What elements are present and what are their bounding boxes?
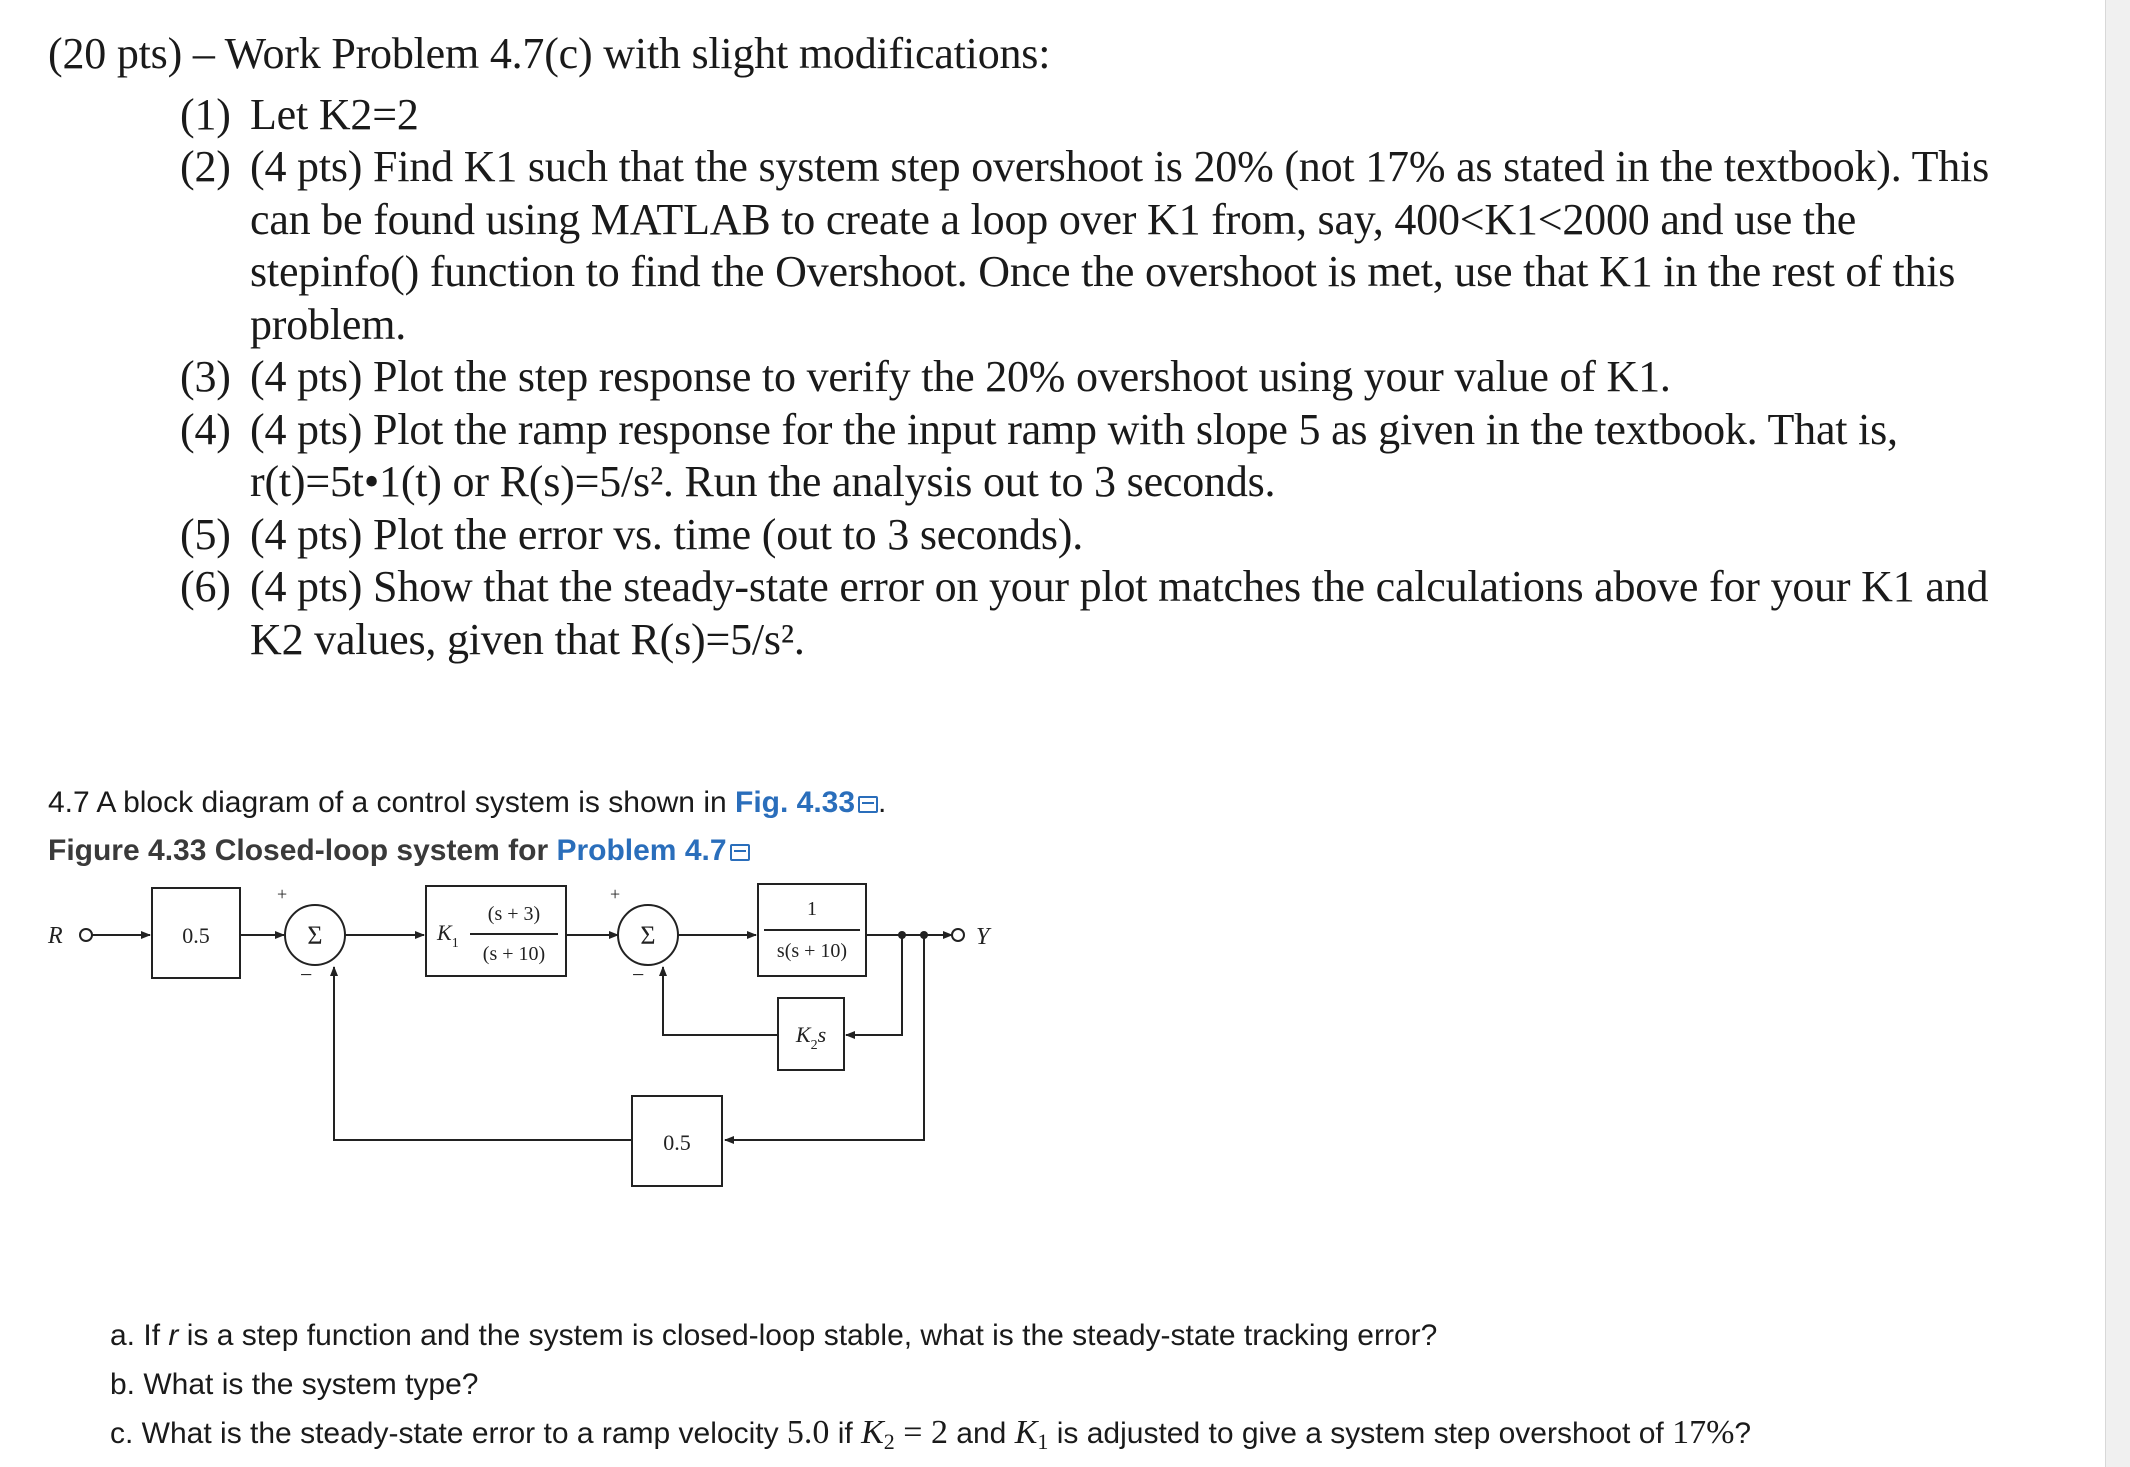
outer-feedback-return (334, 967, 632, 1140)
inner-feedback-line (846, 935, 902, 1035)
k2-value: = 2 (894, 1414, 948, 1451)
item-number: (4) (180, 404, 231, 454)
sum-symbol: Σ (640, 921, 656, 950)
item-number: (6) (180, 562, 231, 611)
question-text: a. If (110, 1319, 169, 1352)
item-text: (4 pts) Find K1 such that the system step overshoot is 20% (not 17% as stated in the textbook). This can be found using MATLAB to create a loop over K1 from, say, 400<K1<2000 and use the stepinfo() function to find the Overshoot. Once the overshoot is met, use that K1 in the rest of this problem. (250, 142, 1989, 349)
item-text: (4 pts) Show that the steady-state error on your plot matches the calculations above for your K1 and K2 values, given that R(s)=5/s². (250, 562, 1989, 664)
question-text: if (829, 1417, 862, 1450)
k2-subscript: 2 (883, 1429, 895, 1454)
sum-symbol: Σ (307, 921, 323, 950)
item-number: (1) (180, 89, 231, 139)
input-label: R (48, 923, 63, 949)
vertical-scrollbar[interactable] (2105, 0, 2130, 1467)
plant-denominator: s(s + 10) (776, 940, 848, 962)
problem-link-text: Problem 4.7 (556, 834, 727, 867)
output-label: Y (976, 924, 990, 950)
variable-r: r (168, 1319, 179, 1352)
list-item (48, 561, 2028, 666)
minus-sign: − (632, 962, 645, 987)
figure-link-text: Fig. 4.33 (735, 786, 856, 819)
rate-feedback-gain: $K_2s$ (795, 1022, 827, 1053)
problem-item-list (48, 89, 2028, 667)
figure-caption (48, 834, 750, 868)
question-b: b. What is the system type? (110, 1367, 479, 1401)
block-diagram (40, 870, 1000, 1190)
list-item (48, 351, 2028, 404)
item-number: (3) (180, 352, 231, 401)
caption-text: Figure 4.33 Closed-loop system for (48, 834, 557, 867)
list-item (48, 509, 2028, 562)
k1-symbol: K (1014, 1414, 1038, 1451)
item-text: (4 pts) Plot the ramp response for the input ramp with slope 5 as given in the textbook. That is, r(t)=5t•1(t) or R(s)=5/s². Run the analysis out to 3 seconds. (250, 404, 1898, 506)
popup-icon (858, 796, 878, 813)
question-a (110, 1312, 1751, 1361)
inner-feedback-return (663, 967, 778, 1035)
item-text: Let K2=2 (250, 89, 419, 139)
question-text: is a step function and the system is closed-loop stable, what is the steady-state tracking error? (178, 1319, 1438, 1352)
question-text: and (947, 1417, 1015, 1450)
outer-feedback-gain: 0.5 (663, 1130, 691, 1155)
plant-numerator: 1 (807, 898, 817, 920)
ramp-velocity: 5.0 (786, 1414, 830, 1451)
item-text: (4 pts) Plot the step response to verify the 20% overshoot using your value of K1. (250, 352, 1671, 401)
k1-expression (1014, 1414, 1049, 1454)
controller-numerator: (s + 3) (487, 903, 541, 925)
question-text: c. What is the steady-state error to a ramp velocity (110, 1417, 787, 1450)
list-item (48, 404, 2028, 509)
output-terminal (952, 929, 964, 941)
item-number: (2) (180, 142, 231, 191)
controller-denominator: (s + 10) (482, 943, 546, 965)
intro-text: 4.7 A block diagram of a control system is shown in (48, 786, 735, 819)
problem-header: (20 pts) – Work Problem 4.7(c) with slight modifications: (48, 29, 1051, 78)
popup-icon (730, 844, 750, 861)
input-terminal (80, 929, 92, 941)
plus-sign: + (277, 884, 288, 904)
list-item (48, 89, 2028, 142)
problem-intro (48, 786, 886, 820)
plus-sign: + (610, 884, 621, 904)
k1-subscript: 1 (1037, 1429, 1049, 1454)
k2-expression (861, 1414, 948, 1454)
overshoot-value: 17% (1672, 1414, 1735, 1451)
minus-sign: − (300, 962, 313, 987)
question-text: ? (1734, 1417, 1752, 1450)
question-c (110, 1409, 1751, 1467)
item-number: (5) (180, 509, 231, 559)
controller-gain: $K_1$ (437, 920, 459, 951)
intro-suffix: . (878, 786, 887, 819)
question-text: is adjusted to give a system step overshoot of (1048, 1417, 1673, 1450)
problem-link[interactable] (556, 834, 749, 867)
rate-feedback-block (778, 998, 844, 1070)
question-list (110, 1312, 1751, 1467)
figure-link[interactable] (735, 786, 878, 819)
item-text: (4 pts) Plot the error vs. time (out to 3 seconds). (250, 509, 1083, 559)
prefilter-gain: 0.5 (182, 923, 210, 948)
k2-symbol: K (861, 1414, 884, 1451)
assignment-problem (48, 28, 2028, 666)
list-item (48, 141, 2028, 351)
